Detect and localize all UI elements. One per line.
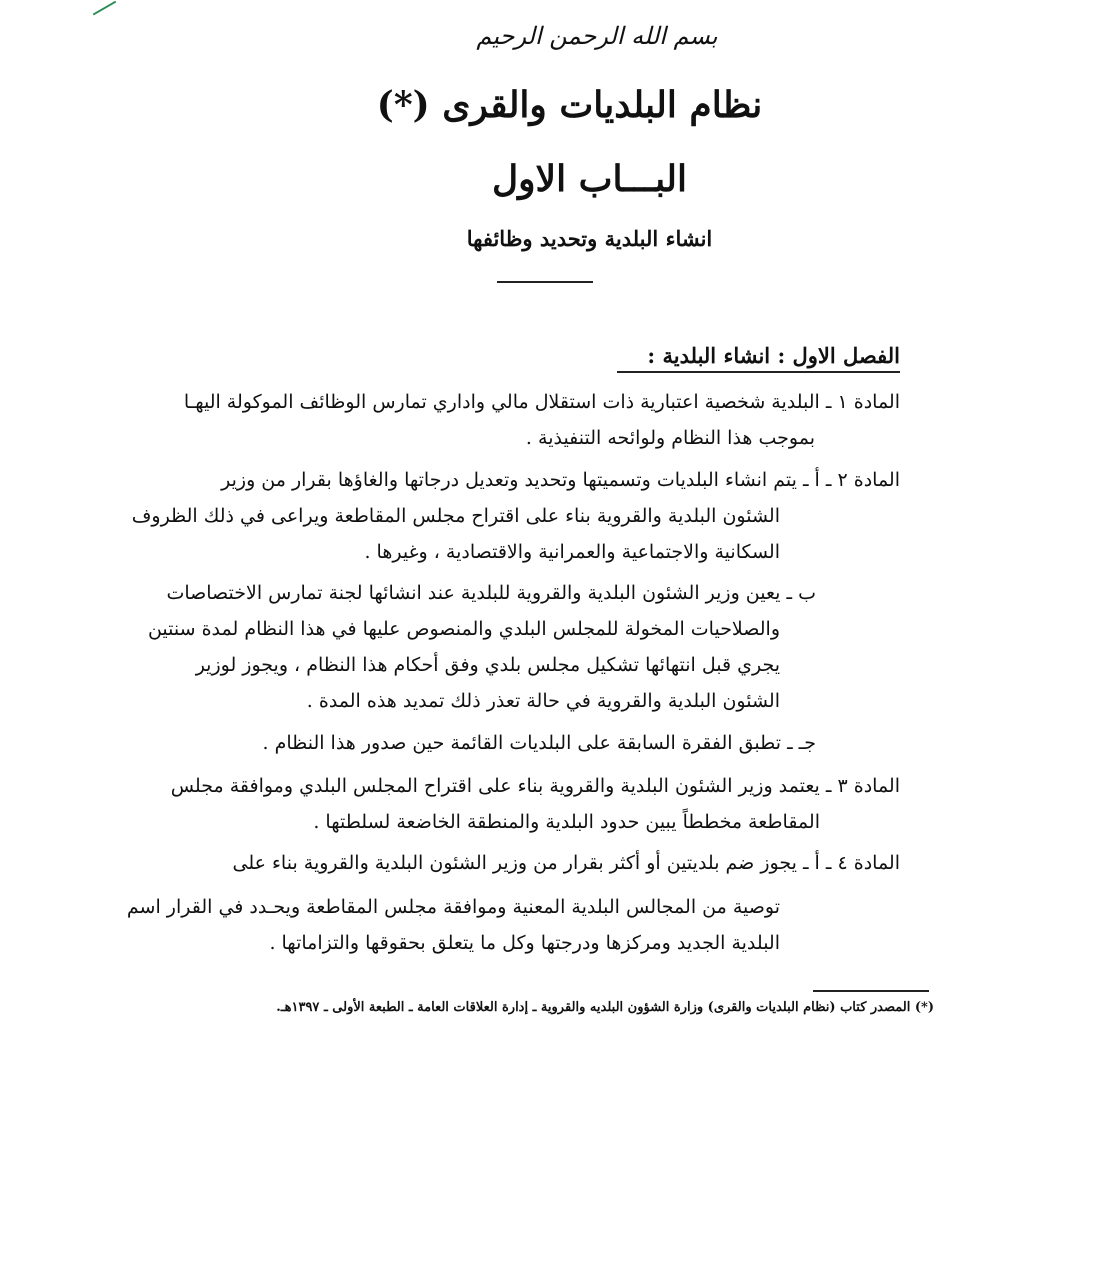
article-line: ب ـ يعين وزير الشئون البلدية والقروية للبلدية عند انشائها لجنة تمارس الاختصاصات — [166, 582, 816, 604]
article-line: المادة ٣ ـ يعتمد وزير الشئون البلدية والقروية بناء على اقتراح المجلس البلدي وموافقة مجلس — [170, 775, 900, 797]
article-line: الشئون البلدية والقروية بناء على اقتراح مجلس المقاطعة ويراعى في ذلك الظروف — [131, 505, 780, 527]
article-line: البلدية الجديد ومركزها ودرجتها وكل ما يتعلق بحقوقها والتزاماتها . — [269, 932, 780, 954]
document-title: نظام البلديات والقرى (*) — [376, 84, 763, 126]
title-divider — [497, 281, 593, 283]
chapter-title: البـــاب الاول — [492, 158, 687, 200]
article-line: المادة ١ ـ البلدية شخصية اعتبارية ذات استقلال مالي واداري تمارس الوظائف الموكولة اليهـا — [183, 391, 900, 413]
article-line: المقاطعة مخططاً يبين حدود البلدية والمنطقة الخاضعة لسلطتها . — [313, 811, 820, 833]
article-2-b — [147, 575, 816, 719]
article-line: المادة ٤ ـ أ ـ يجوز ضم بلديتين أو أكثر بقرار من وزير الشئون البلدية والقروية بناء على — [232, 852, 900, 874]
corner-mark — [86, 0, 117, 15]
section-heading: الفصل الاول : انشاء البلدية : — [617, 343, 900, 373]
chapter-subtitle: انشاء البلدية وتحديد وظائفها — [466, 226, 713, 251]
article-2-a — [131, 462, 900, 570]
article-4 — [126, 845, 900, 961]
article-line: الشئون البلدية والقروية في حالة تعذر ذلك تمديد هذه المدة . — [306, 690, 780, 712]
article-1 — [183, 384, 900, 456]
article-line: جـ ـ تطبق الفقرة السابقة على البلديات القائمة حين صدور هذا النظام . — [262, 732, 816, 754]
article-line: والصلاحيات المخولة للمجلس البلدي والمنصوص عليها في هذا النظام لمدة سنتين — [147, 618, 780, 640]
article-line: توصية من المجالس البلدية المعنية وموافقة مجلس المقاطعة ويحـدد في القرار اسم — [126, 896, 780, 918]
article-2-c — [195, 725, 816, 761]
basmala: بسم الله الرحمن الرحيم — [476, 22, 718, 50]
article-line: السكانية والاجتماعية والعمرانية والاقتصادية ، وغيرها . — [364, 541, 780, 563]
article-3 — [170, 768, 900, 840]
article-line: بموجب هذا النظام ولوائحه التنفيذية . — [525, 427, 815, 449]
article-line: يجري قبل انتهائها تشكيل مجلس بلدي وفق أحكام هذا النظام ، ويجوز لوزير — [195, 654, 780, 676]
footnote-divider — [813, 990, 929, 992]
footnote: (*) المصدر كتاب (نظام البلديات والقرى) وزارة الشؤون البلديه والقروية ـ إدارة العلاقات العامة ـ الطبعة الأولى ـ ١٣٩٧هـ. — [276, 1000, 934, 1015]
article-line: المادة ٢ ـ أ ـ يتم انشاء البلديات وتسميتها وتحديد وتعديل درجاتها والغاؤها بقرار من وزير — [221, 469, 900, 491]
